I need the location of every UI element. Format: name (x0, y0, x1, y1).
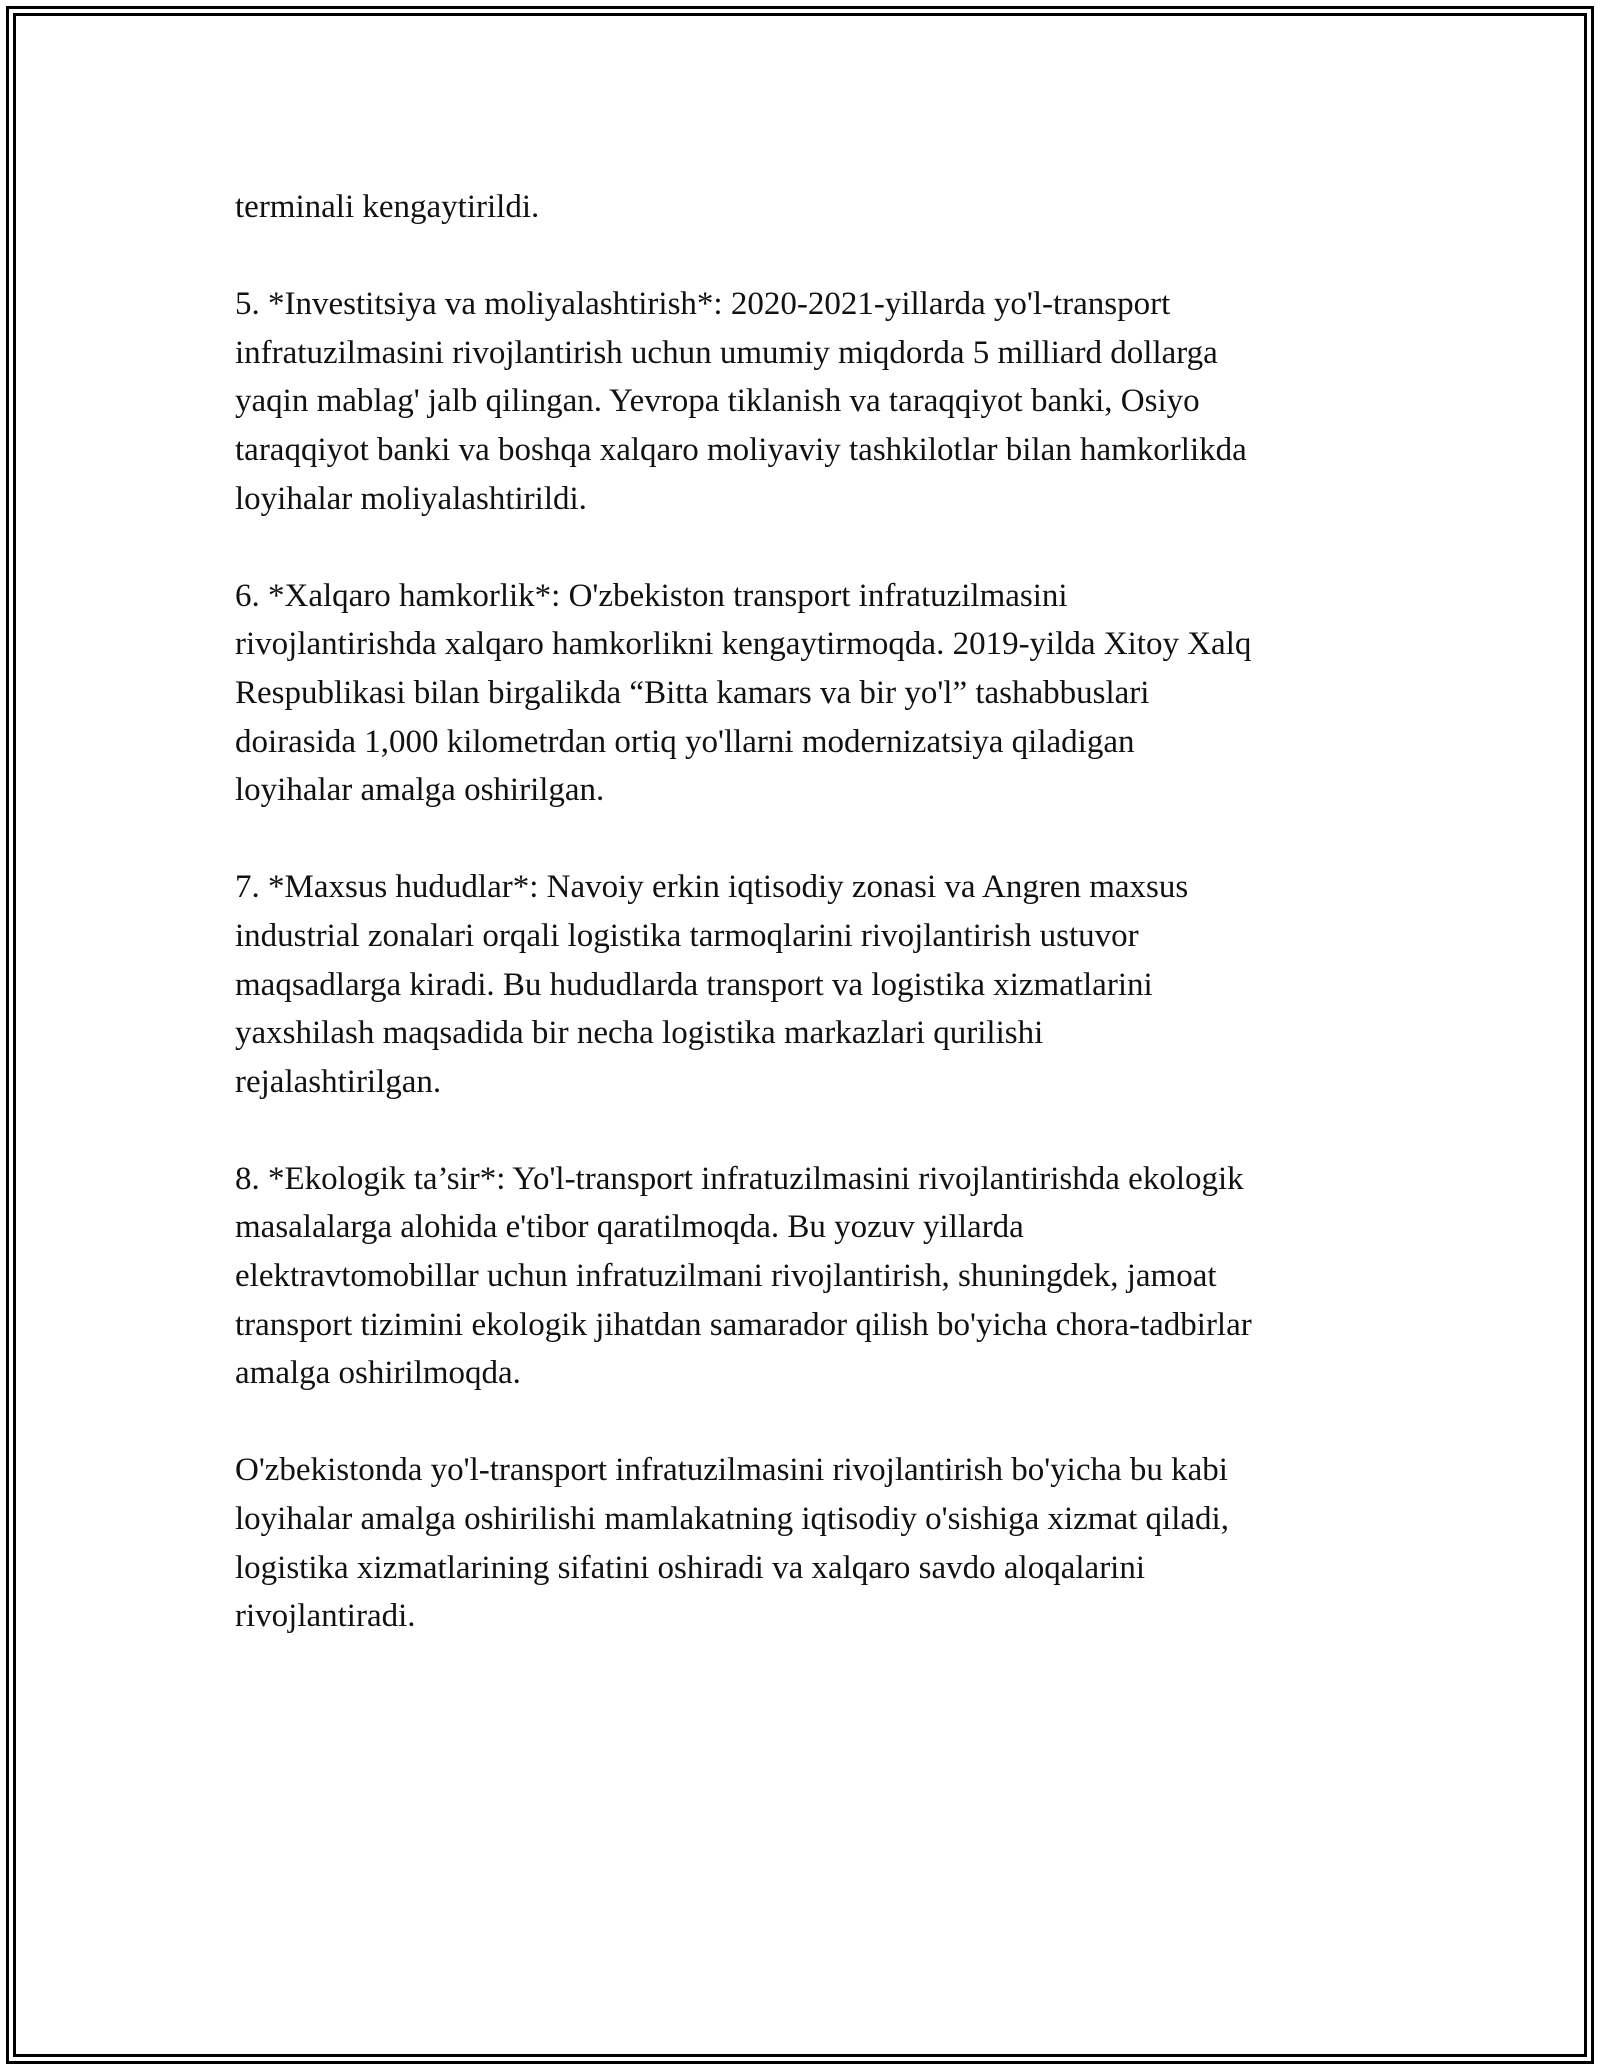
paragraph-international-cooperation: 6. *Xalqaro hamkorlik*: O'zbekiston transport infratuzilmasini rivojlantirishda xalqaro hamkorlikni kengaytirmoqda. 2019-yilda Xitoy Xalq Respublikasi bilan birgalikda “Bitta kamars va bir yo'l” tashabbuslari doirasida 1,000 kilometrdan ortiq yo'llarni modernizatsiya qiladigan loyihalar amalga oshirilgan. (235, 577, 1252, 809)
paragraph-continuation: terminali kengaytirildi. (235, 189, 540, 225)
paragraph-special-zones: 7. *Maxsus hududlar*: Navoiy erkin iqtisodiy zonasi va Angren maxsus industrial zonalari orqali logistika tarmoqlarini rivojlantirish ustuvor maqsadlarga kiradi. Bu hududlarda transport va logistika xizmatlarini yaxshilash maqsadida bir necha logistika markazlari qurilishi rejalashtirilgan. (235, 869, 1189, 1100)
paragraph-investment: 5. *Investitsiya va moliyalashtirish*: 2020-2021-yillarda yo'l-transport infratuzilmasini rivojlantirish uchun umumiy miqdorda 5 milliard dollarga yaqin mablag' jalb qilingan. Yevropa tiklanish va taraqqiyot banki, Osiyo taraqqiyot banki va boshqa xalqaro moliyaviy tashkilotlar bilan hamkorlikda loyihalar moliyalashtirildi. (235, 286, 1247, 517)
document-body (235, 183, 1395, 1689)
paragraph-conclusion: O'zbekistonda yo'l-transport infratuzilmasini rivojlantirish bo'yicha bu kabi loyihalar amalga oshirilishi mamlakatning iqtisodiy o'sishiga xizmat qiladi, logistika xizmatlarining sifatini oshiradi va xalqaro savdo aloqalarini rivojlantiradi. (235, 1452, 1229, 1635)
paragraph-ecological-impact: 8. *Ekologik ta’sir*: Yo'l-transport infratuzilmasini rivojlantirishda ekologik masalalarga alohida e'tibor qaratilmoqda. Bu yozuv yillarda elektravtomobillar uchun infratuzilmani rivojlantirish, shuningdek, jamoat transport tizimini ekologik jihatdan samarador qilish bo'yicha chora-tadbirlar amalga oshirilmoqda. (235, 1160, 1252, 1392)
